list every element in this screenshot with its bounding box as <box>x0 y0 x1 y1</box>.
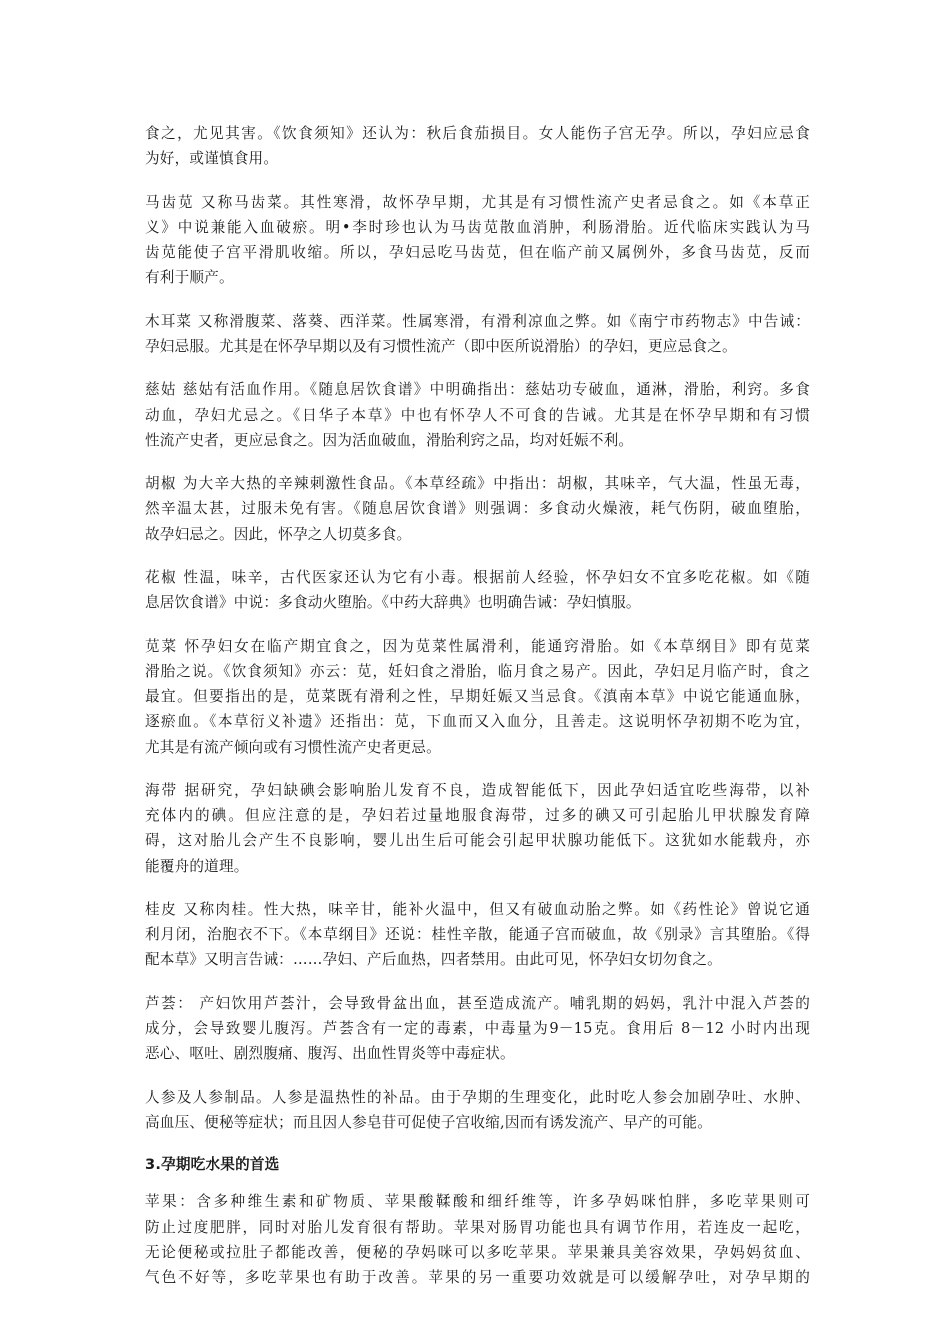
text-line: 充体内的碘。但应注意的是，孕妇若过量地服食海带，过多的碘又可引起胎儿甲状腺发育障 <box>145 807 810 825</box>
text-line: 桂皮 又称肉桂。性大热，味辛甘，能补火温中，但又有破血动胎之弊。如《药性论》曾说它通 <box>145 901 810 919</box>
body-text <box>145 121 810 1135</box>
text-line: 孕妇忌服。尤其是在怀孕早期以及有习惯性流产（即中医所说滑胎）的孕妇，更应忌食之。 <box>145 337 737 355</box>
text-line: 气色不好等，多吃苹果也有助于改善。苹果的另一重要功效就是可以缓解孕吐，对孕早期的 <box>145 1269 810 1287</box>
text-line: 无论便秘或拉肚子都能改善，便秘的孕妈咪可以多吃苹果。苹果兼具美容效果，孕妈妈贫血、 <box>145 1243 810 1261</box>
text-line: 胡椒 为大辛大热的辛辣刺激性食品。《本草经疏》中指出：胡椒，其味辛，气大温，性虽无毒， <box>145 475 810 493</box>
document-page <box>145 121 810 1309</box>
text-line: 成分，会导致婴儿腹泻。芦荟含有一定的毒素，中毒量为9－15克。食用后 8－12 小时内出现 <box>145 1020 810 1038</box>
text-line: 滑胎之说。《饮食须知》亦云：苋，妊妇食之滑胎，临月食之易产。因此，孕妇足月临产时，食之 <box>145 662 810 680</box>
text-line: 海带 据研究，孕妇缺碘会影响胎儿发育不良，造成智能低下，因此孕妇适宜吃些海带，以补 <box>145 782 810 800</box>
text-line: 性流产史者，更应忌食之。因为活血破血，滑胎利窍之品，均对妊娠不利。 <box>145 431 634 449</box>
paragraph <box>145 565 810 615</box>
text-line: 能覆舟的道理。 <box>145 857 249 875</box>
text-line: 人参及人参制品。人参是温热性的补品。由于孕期的生理变化，此时吃人参会加剧孕吐、水肿、 <box>145 1088 810 1106</box>
text-line: 食之，尤见其害。《饮食须知》还认为：秋后食茄损目。女人能伤子宫无孕。所以，孕妇应忌食 <box>145 125 810 142</box>
paragraph <box>145 897 810 973</box>
text-line: 苹果：含多种维生素和矿物质、苹果酸鞣酸和细纤维等，许多孕妈咪怕胖，多吃苹果则可 <box>145 1193 810 1211</box>
text-line: 尤其是有流产倾向或有习惯性流产史者更忌。 <box>145 738 441 756</box>
text-line: 逐瘀血。《本草衍义补遗》还指出：苋，下血而又入血分，且善走。这说明怀孕初期不吃为宜， <box>145 713 810 731</box>
final-paragraph <box>145 1189 810 1290</box>
text-line: 利月闭，治胞衣不下。《本草纲目》还说：桂性辛散，能通子宫而破血，故《别录》言其堕胎。《得 <box>145 926 810 944</box>
paragraph <box>145 190 810 291</box>
text-line: 花椒 性温，味辛，古代医家还认为它有小毒。根据前人经验，怀孕妇女不宜多吃花椒。如《随 <box>145 569 810 587</box>
paragraph <box>145 471 810 547</box>
text-line: 防止过度肥胖，同时对胎儿发育很有帮助。苹果对肠胃功能也具有调节作用，若连皮一起吃， <box>145 1218 810 1236</box>
paragraph <box>145 778 810 879</box>
text-line: 碍，这对胎儿会产生不良影响，婴儿出生后可能会引起甲状腺功能低下。这犹如水能载舟，亦 <box>145 832 810 850</box>
text-line: 齿苋能使子宫平滑肌收缩。所以，孕妇忌吃马齿苋，但在临产前又属例外，多食马齿苋，反而 <box>145 244 810 262</box>
section-heading: 3.孕期吃水果的首选 <box>145 1156 280 1174</box>
text-line: 有利于顺产。 <box>145 269 234 287</box>
text-line: 木耳菜 又称滑腹菜、落葵、西洋菜。性属寒滑，有滑利凉血之弊。如《南宁市药物志》中告诫： <box>145 312 810 330</box>
text-line: 马齿苋 又称马齿菜。其性寒滑，故怀孕早期，尤其是有习惯性流产史者忌食之。如《本草正 <box>145 193 810 211</box>
text-line: 义》中说兼能入血破瘀。明•李时珍也认为马齿苋散血消肿，利肠滑胎。近代临床实践认为马 <box>145 218 810 236</box>
text-line: 故孕妇忌之。因此，怀孕之人切莫多食。 <box>145 525 412 543</box>
text-line: 配本草》又明言告诫：……孕妇、产后血热，四者禁用。由此可见，怀孕妇女切勿食之。 <box>145 951 722 969</box>
paragraph <box>145 991 810 1067</box>
text-line: 苋菜 怀孕妇女在临产期宜食之，因为苋菜性属滑利，能通窍滑胎。如《本草纲目》即有苋菜 <box>145 637 810 655</box>
paragraph <box>145 377 810 453</box>
text-line: 最宜。但要指出的是，苋菜既有滑利之性，早期妊娠又当忌食。《滇南本草》中说它能通血脉， <box>145 688 810 706</box>
text-line: 动血，孕妇尤忌之。《日华子本草》中也有怀孕人不可食的告诫。尤其是在怀孕早期和有习惯 <box>145 406 810 424</box>
paragraph <box>145 309 810 359</box>
text-line: 然辛温太甚，过服未免有害。《随息居饮食谱》则强调：多食动火燥液，耗气伤阴，破血堕胎， <box>145 500 810 518</box>
paragraph <box>145 634 810 760</box>
text-line: 为好，或谨慎食用。 <box>145 150 279 168</box>
text-line: 慈姑 慈姑有活血作用。《随息居饮食谱》中明确指出：慈姑功专破血，通淋，滑胎，利窍。多食 <box>145 381 810 399</box>
text-line: 恶心、呕吐、剧烈腹痛、腹泻、出血性胃炎等中毒症状。 <box>145 1045 515 1063</box>
text-line: 息居饮食谱》中说：多食动火堕胎。《中药大辞典》也明确告诫：孕妇慎服。 <box>145 594 641 612</box>
text-line: 芦荟： 产妇饮用芦荟汁，会导致骨盆出血，甚至造成流产。哺乳期的妈妈，乳汁中混入芦荟的 <box>145 994 810 1012</box>
paragraph <box>145 1085 810 1135</box>
paragraph <box>145 121 810 171</box>
text-line: 高血压、便秘等症状；而且因人参皂苷可促使子宫收缩,因而有诱发流产、早产的可能。 <box>145 1113 713 1131</box>
